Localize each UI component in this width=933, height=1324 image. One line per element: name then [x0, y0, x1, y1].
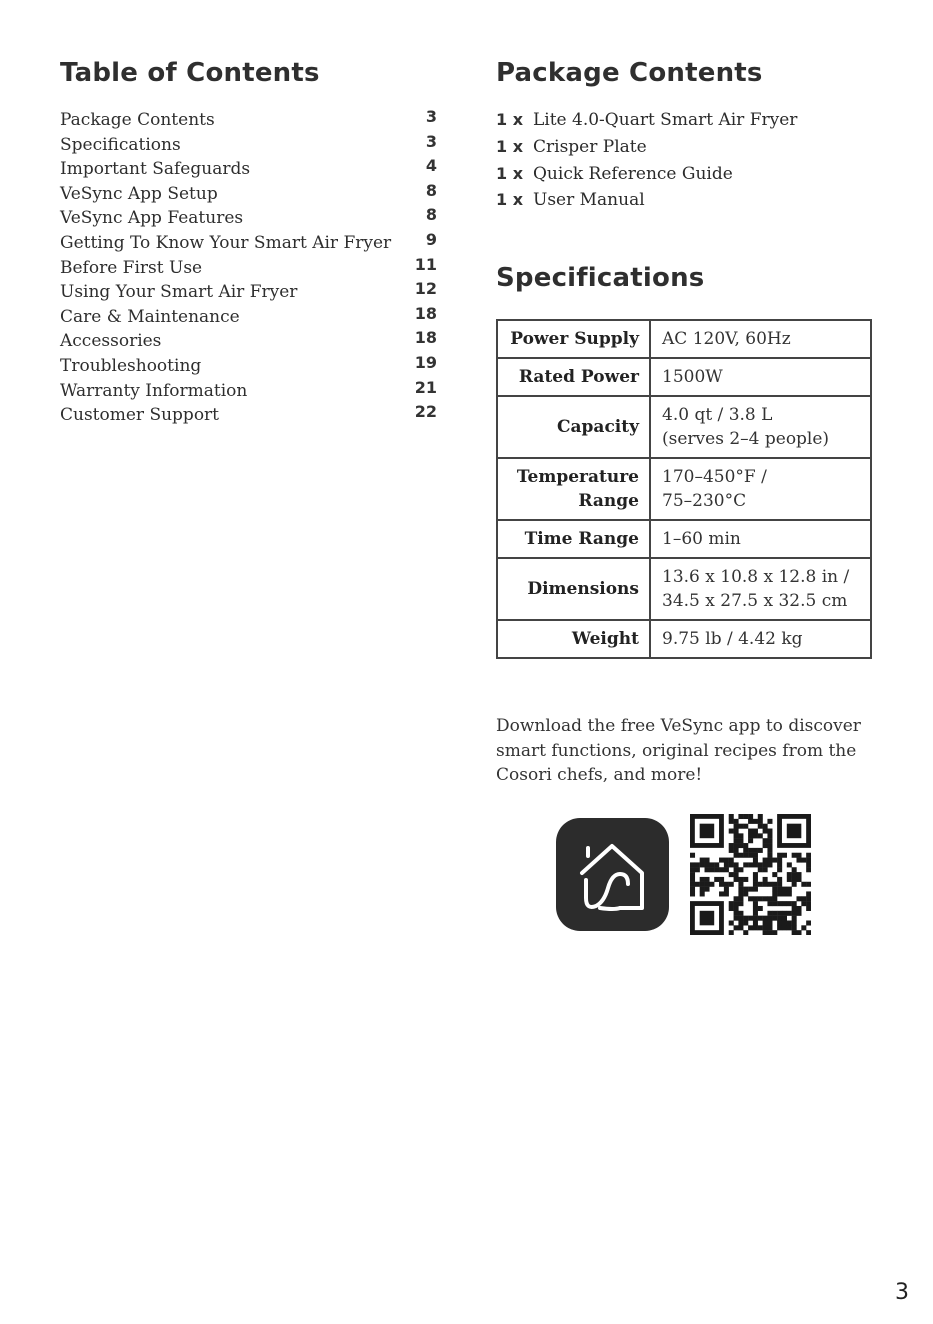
toc-item-label: VeSync App Features [60, 208, 244, 229]
qr-code-icon [690, 814, 811, 935]
spec-key-line: Range [578, 491, 639, 511]
spec-key [497, 620, 650, 658]
spec-row [497, 558, 871, 620]
toc-item [60, 231, 437, 256]
toc-item [60, 280, 437, 305]
toc-item-page: 9 [425, 229, 437, 249]
spec-row [497, 358, 871, 396]
specifications-title: Specifications [496, 263, 705, 293]
package-item-qty: 1 x [496, 136, 524, 156]
toc-item-label: Package Contents [60, 110, 215, 130]
page-number: 3 [895, 1280, 909, 1305]
toc-item-page: 3 [425, 107, 437, 126]
spec-value-line: 170–450°F / [662, 467, 767, 487]
toc-item [60, 379, 437, 404]
toc-item-label: Care & Maintenance [60, 306, 240, 327]
toc-item-label: Accessories [60, 331, 162, 352]
package-item-name: Quick Reference Guide [533, 163, 733, 184]
spec-value-line: 34.5 x 27.5 x 32.5 cm [662, 591, 848, 611]
spec-key-line: Temperature [516, 467, 639, 487]
table-of-contents [60, 108, 437, 428]
package-contents-title: Package Contents [496, 58, 763, 88]
spec-value-line: 4.0 qt / 3.8 L [662, 405, 773, 425]
toc-title: Table of Contents [60, 58, 320, 88]
specifications-table [496, 319, 872, 659]
package-item-name: User Manual [533, 190, 645, 211]
toc-item [60, 133, 437, 158]
package-item-name: Lite 4.0-Quart Smart Air Fryer [533, 110, 798, 130]
toc-item-page: 19 [414, 352, 437, 372]
spec-value [650, 620, 871, 658]
toc-item [60, 329, 437, 354]
toc-item-label: Warranty Information [60, 380, 248, 401]
toc-item-label: Getting To Know Your Smart Air Fryer [60, 232, 392, 253]
package-item [496, 188, 797, 215]
spec-value-line: 9.75 lb / 4.42 kg [662, 629, 803, 649]
toc-item-label: Important Safeguards [60, 159, 251, 180]
spec-key-line: Dimensions [527, 579, 639, 599]
spec-key [497, 358, 650, 396]
toc-item [60, 157, 437, 182]
spec-value-line: 75–230°C [662, 491, 747, 511]
spec-value-line: AC 120V, 60Hz [662, 329, 791, 349]
spec-value [650, 396, 871, 458]
package-item-qty: 1 x [496, 110, 524, 129]
spec-value [650, 458, 871, 520]
toc-item [60, 108, 437, 133]
toc-item-page: 21 [414, 377, 437, 397]
toc-item [60, 403, 437, 428]
toc-item-page: 18 [414, 303, 437, 323]
spec-key-line: Power Supply [510, 329, 639, 349]
spec-key [497, 458, 650, 520]
spec-key-line: Capacity [557, 417, 639, 437]
toc-item-page: 22 [414, 402, 437, 422]
download-app-text: Download the free VeSync app to discover smart functions, original recipes from the Cosori chefs, and more! [496, 716, 861, 785]
spec-value [650, 558, 871, 620]
spec-value-line: 1500W [662, 367, 723, 387]
spec-value [650, 358, 871, 396]
toc-item-label: Specifications [60, 134, 181, 155]
package-contents-list [496, 108, 797, 215]
package-item [496, 162, 797, 189]
spec-row [497, 520, 871, 558]
spec-key-line: Time Range [524, 529, 639, 549]
spec-row [497, 458, 871, 520]
package-item [496, 108, 797, 135]
toc-item-label: Troubleshooting [60, 355, 202, 376]
toc-item-label: Before First Use [60, 257, 203, 278]
toc-item-page: 8 [425, 205, 437, 225]
spec-row [497, 320, 871, 358]
spec-key-line: Weight [571, 629, 639, 649]
spec-key [497, 320, 650, 358]
vesync-app-icon [556, 818, 669, 931]
spec-value [650, 320, 871, 358]
package-item-name: Crisper Plate [533, 136, 647, 157]
spec-row [497, 620, 871, 658]
toc-item-page: 8 [425, 180, 437, 200]
toc-item-page: 11 [414, 254, 437, 274]
toc-item [60, 305, 437, 330]
spec-row [497, 396, 871, 458]
spec-key [497, 558, 650, 620]
toc-item-label: Using Your Smart Air Fryer [60, 282, 298, 303]
toc-item-page: 12 [414, 279, 437, 299]
toc-item-label: VeSync App Setup [60, 183, 218, 204]
toc-item [60, 354, 437, 379]
spec-key-line: Rated Power [518, 367, 639, 387]
toc-item-label: Customer Support [60, 405, 220, 426]
spec-value-line: (serves 2–4 people) [662, 429, 830, 449]
spec-key [497, 520, 650, 558]
toc-item [60, 256, 437, 281]
toc-item-page: 3 [425, 131, 437, 151]
toc-item [60, 182, 437, 207]
spec-key [497, 396, 650, 458]
toc-item-page: 4 [425, 156, 437, 176]
package-item-qty: 1 x [496, 190, 524, 210]
spec-value [650, 520, 871, 558]
toc-item [60, 206, 437, 231]
package-item [496, 135, 797, 162]
toc-item-page: 18 [414, 328, 437, 348]
spec-value-line: 1–60 min [662, 529, 741, 549]
spec-value-line: 13.6 x 10.8 x 12.8 in / [662, 567, 850, 587]
package-item-qty: 1 x [496, 163, 524, 183]
